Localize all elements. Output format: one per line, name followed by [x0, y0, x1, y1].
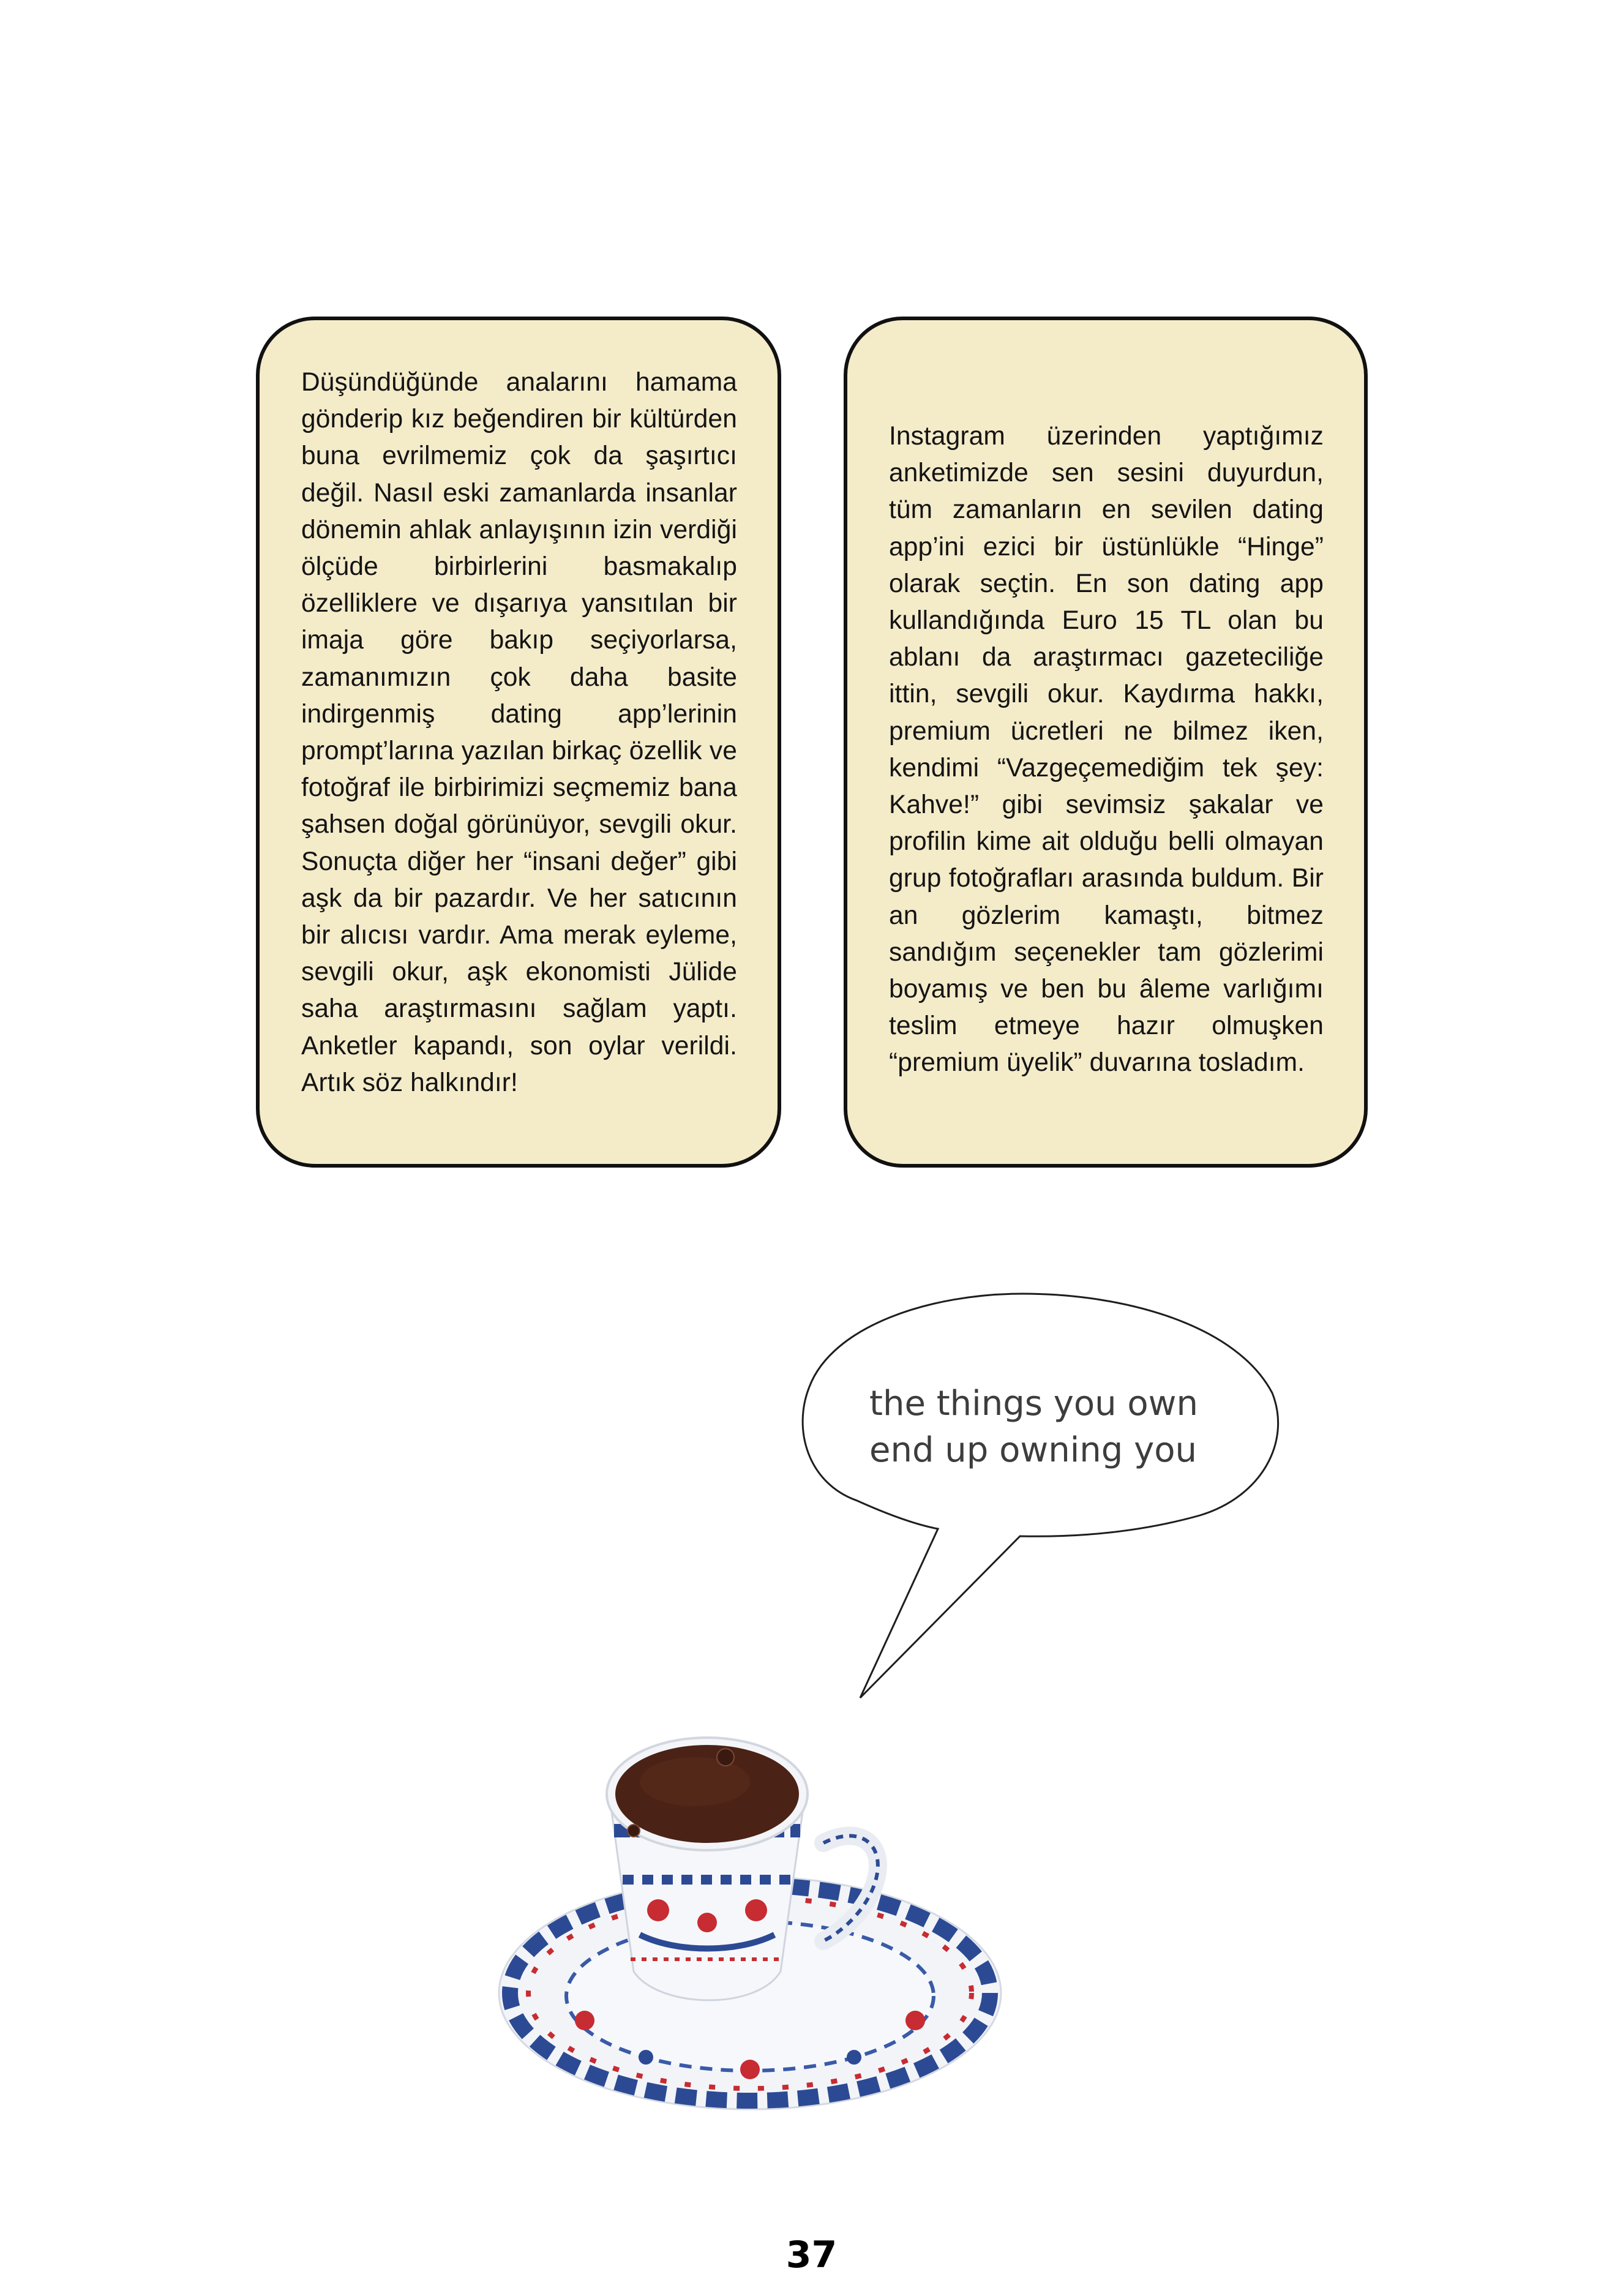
speech-bubble-outline: [803, 1294, 1278, 1698]
page-number: 37: [785, 2234, 838, 2276]
turkish-coffee-cup-icon: [493, 1678, 1007, 2112]
right-text-box: [844, 317, 1368, 1168]
right-paragraph: Instagram üzerinden yaptığımız anketimizde sen sesini duyurdun, tüm zamanların en sevilen dating app’ini ezici bir üstünlükle “Hinge” olarak seçtin. En son dating app kullandığında Euro 15 TL olan bu ablanı da araştırmacı gazeteciliğe ittin, sevgili okur. Kaydırma hakkı, premium ücretleri ne bilmez iken, kendimi “Vazgeçemediğim tek şey: Kahve!” gibi sevimsiz şakalar ve profilin kime ait olduğu belli olmayan grup fotoğrafları arasında buldum. Bir an gözlerim kamaştı, bitmez sandığım seçenekler tam gözlerimi boyamış ve ben bu âleme varlığımı teslim etmeye hazır olmuşken “premium üyelik” duvarına tosladım.: [889, 422, 1324, 1078]
speech-bubble-text: the things you own end up owning you: [869, 1384, 1198, 1470]
left-text-box: [256, 317, 781, 1168]
left-paragraph: Düşündüğünde analarını hamama gönderip kız beğendiren bir kültürden buna evrilmemiz çok da şaşırtıcı değil. Nasıl eski zamanlarda insanlar dönemin ahlak anlayışının izin verdiği ölçüde birbirlerini basmakalıp özelliklere ve dışarıya yansıtılan bir imaja göre bakıp seçiyorlarsa, zamanımızın çok daha basite indirgenmiş dating app’lerinin prompt’larına yazılan birkaç özellik ve fotoğraf ile birbirimizi seçmemiz bana şahsen doğal görünüyor, sevgili okur. Sonuçta diğer her “insani değer” gibi aşk da bir pazardır. Ve her satıcının bir alıcısı vardır. Ama merak eyleme, sevgili okur, aşk ekonomisti Jülide saha araştırmasını sağlam yaptı. Anketler kapandı, son oylar verildi. Artık söz halkındır!: [301, 368, 737, 1097]
speech-bubble-icon: [796, 1289, 1280, 1705]
